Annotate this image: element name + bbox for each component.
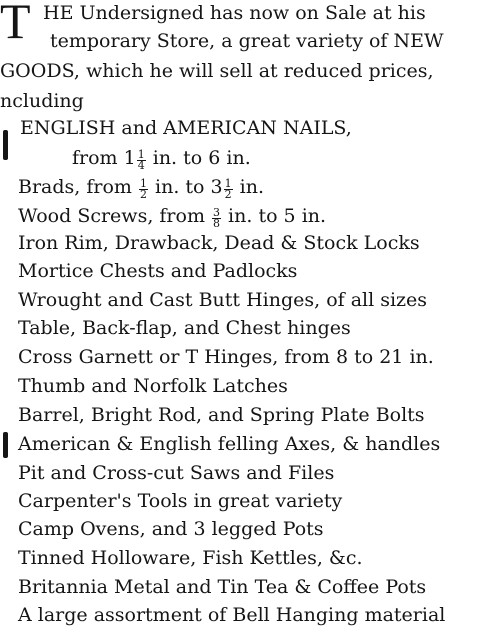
intro-line-3: GOODS, which he will sell at reduced prices, [0, 60, 434, 82]
item-line: Thumb and Norfolk Latches [18, 375, 288, 397]
brads-pre: Brads, from [18, 176, 138, 198]
brads-post: in. [233, 176, 265, 198]
brads-line [18, 176, 264, 200]
screws-line [18, 205, 326, 229]
screws-pre: Wood Screws, from [18, 205, 212, 227]
item-line: Britannia Metal and Tin Tea & Coffee Pots [18, 576, 427, 598]
brads-fraction-1 [139, 179, 148, 200]
brads-frac1-den: 2 [139, 188, 147, 201]
screws-fraction [212, 208, 221, 229]
item-line: Cross Garnett or T Hinges, from 8 to 21 in. [18, 346, 434, 368]
item-line: Table, Back-flap, and Chest hinges [18, 317, 351, 339]
screws-frac-num: 3 [213, 206, 221, 219]
item-line: American & English felling Axes, & handles [18, 433, 441, 455]
nails-frac-num: 1 [137, 148, 145, 161]
brads-fraction-2 [224, 179, 233, 200]
nails-range-post: in. to 6 in. [146, 147, 251, 169]
item-line: Iron Rim, Drawback, Dead & Stock Locks [18, 232, 420, 254]
intro-line-4: ncluding [0, 90, 84, 112]
bracket-mark-axes [3, 432, 8, 458]
item-line: A large assortment of Bell Hanging material [18, 604, 446, 626]
brads-mid: in. to 3 [148, 176, 223, 198]
item-line: Camp Ovens, and 3 legged Pots [18, 518, 324, 540]
item-line: Mortice Chests and Padlocks [18, 260, 298, 282]
intro-line-2: temporary Store, a great variety of NEW [50, 30, 444, 52]
item-line: Wrought and Cast Butt Hinges, of all sizes [18, 289, 428, 311]
brads-frac2-num: 1 [224, 177, 232, 190]
screws-frac-den: 8 [213, 217, 221, 230]
brads-frac2-den: 2 [224, 188, 232, 201]
item-line: Barrel, Bright Rod, and Spring Plate Bolts [18, 404, 425, 426]
bracket-mark-nails [3, 130, 8, 160]
nails-range-fraction [137, 150, 146, 171]
brads-frac1-num: 1 [139, 177, 147, 190]
nails-heading: ENGLISH and AMERICAN NAILS, [20, 117, 352, 139]
item-line: Tinned Holloware, Fish Kettles, &c. [18, 547, 363, 569]
drop-cap-letter: T [0, 0, 31, 49]
nails-range-pre: from 1 [72, 147, 136, 169]
item-line: Pit and Cross-cut Saws and Files [18, 462, 335, 484]
screws-post: in. to 5 in. [222, 205, 327, 227]
item-line: Carpenter's Tools in great variety [18, 490, 343, 512]
nails-range-line [72, 147, 251, 171]
intro-line-1: HE Undersigned has now on Sale at his [43, 2, 426, 24]
nails-frac-den: 4 [137, 159, 145, 172]
